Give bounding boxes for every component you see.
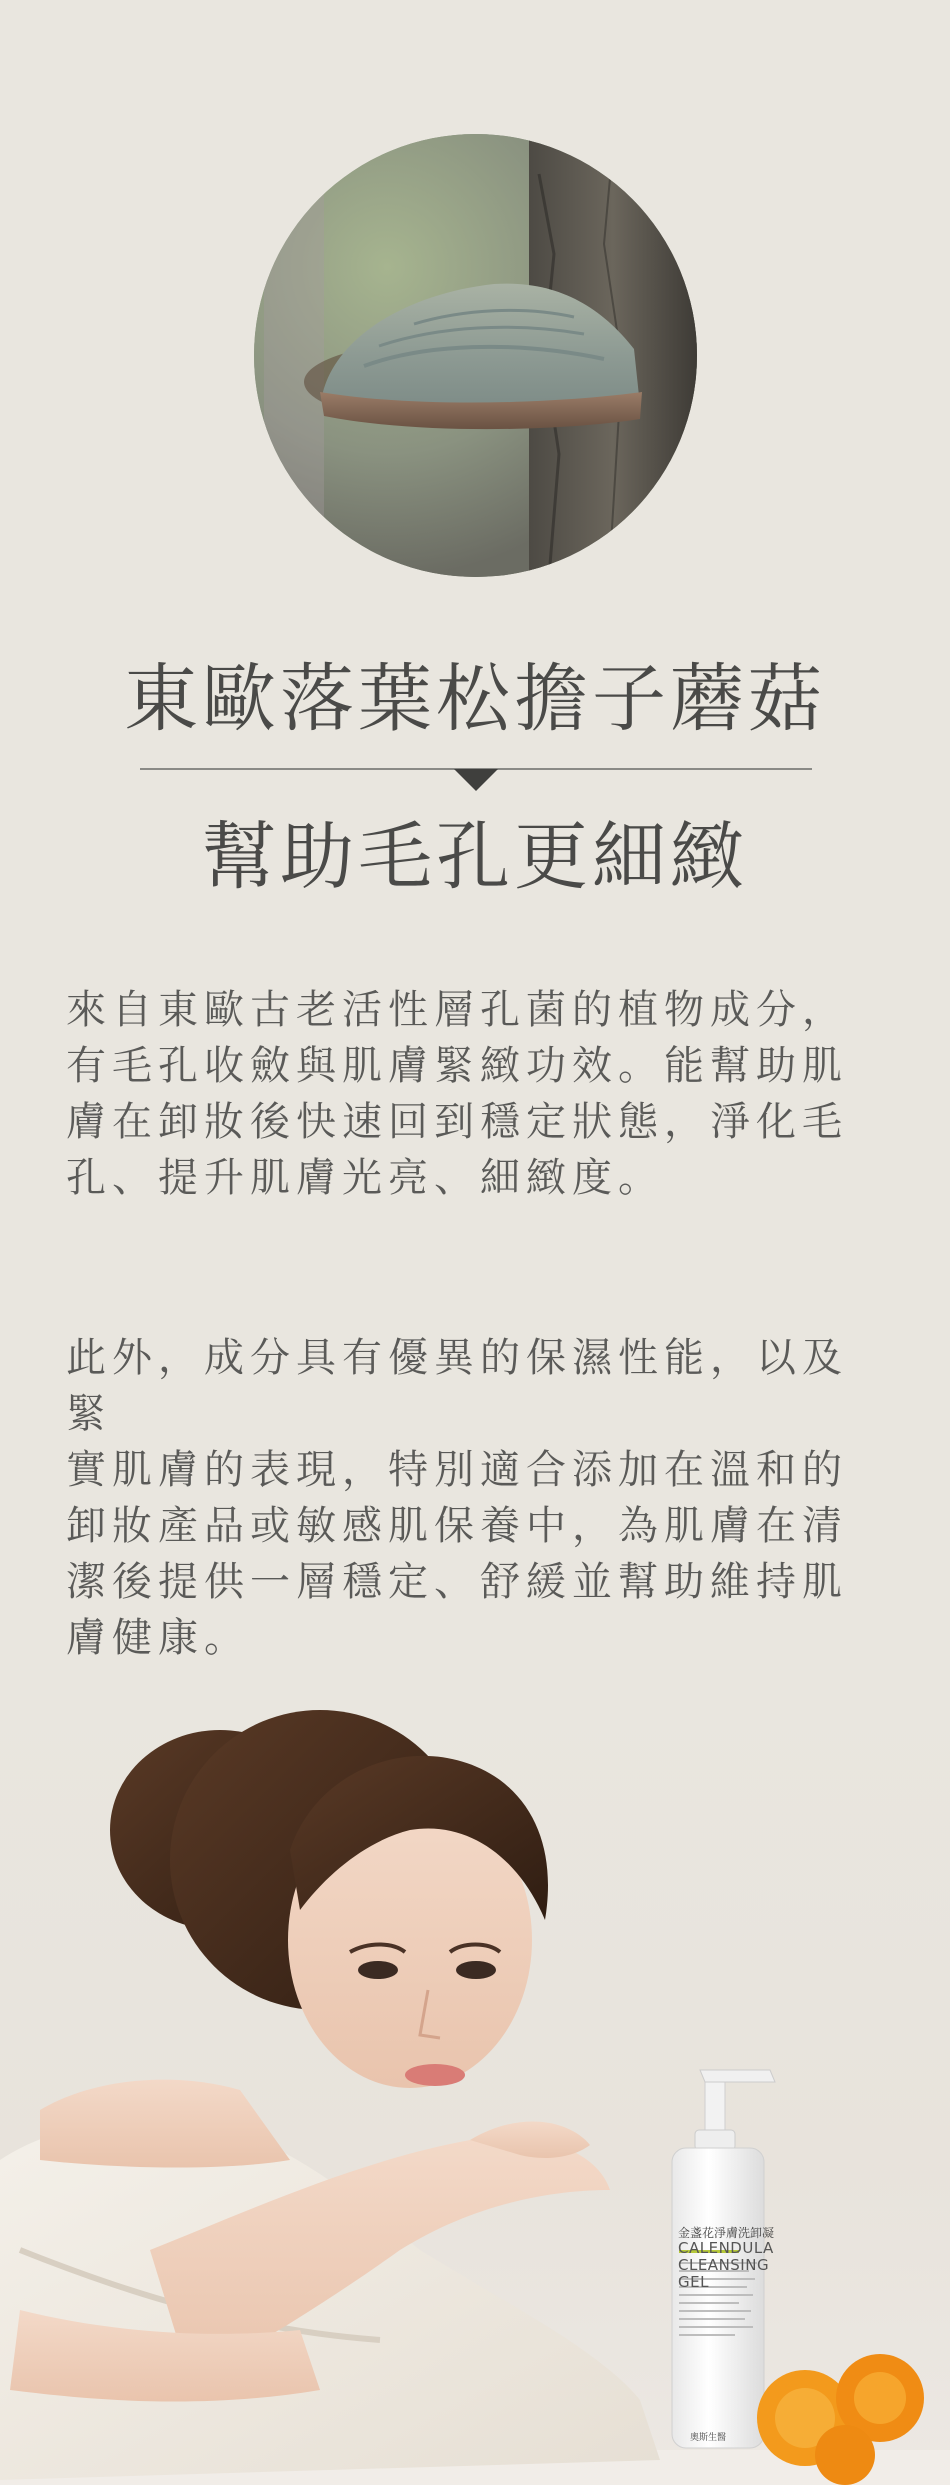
title-line-1: 東歐落葉松擔子蘑菇 <box>124 656 826 742</box>
text-line: 膚在卸妝後快速回到穩定狀態，淨化毛 <box>66 1099 848 1145</box>
product-brand: 奧斯生醫 <box>690 2433 727 2443</box>
text-line: 孔、提升肌膚光亮、細緻度。 <box>66 1155 664 1201</box>
text-line: 實肌膚的表現，特別適合添加在溫和的 <box>66 1447 848 1493</box>
model-illustration <box>0 1690 950 2485</box>
text-line: 潔後提供一層穩定、舒緩並幫助維持肌 <box>66 1559 848 1605</box>
divider-triangle-icon <box>454 769 498 791</box>
description-paragraph-1 <box>66 982 892 1206</box>
mushroom-on-tree-illustration <box>254 134 697 577</box>
model-with-product-photo <box>0 1690 950 2485</box>
product-name-en: CALENDULA CLEANSING GEL <box>678 2239 774 2291</box>
title-line-2: 幫助毛孔更細緻 <box>202 814 748 900</box>
text-line: 此外，成分具有優異的保濕性能，以及緊 <box>66 1335 848 1437</box>
text-line: 來自東歐古老活性層孔菌的植物成分， <box>66 987 848 1033</box>
product-name-cn: 金盞花淨膚洗卸凝 <box>678 2226 775 2240</box>
text-line: 膚健康。 <box>66 1615 250 1661</box>
text-line: 有毛孔收斂與肌膚緊緻功效。能幫助肌 <box>66 1043 848 1089</box>
description-paragraph-2 <box>66 1330 892 1666</box>
text-line: 卸妝產品或敏感肌保養中，為肌膚在清 <box>66 1503 848 1549</box>
mushroom-photo <box>254 134 697 577</box>
